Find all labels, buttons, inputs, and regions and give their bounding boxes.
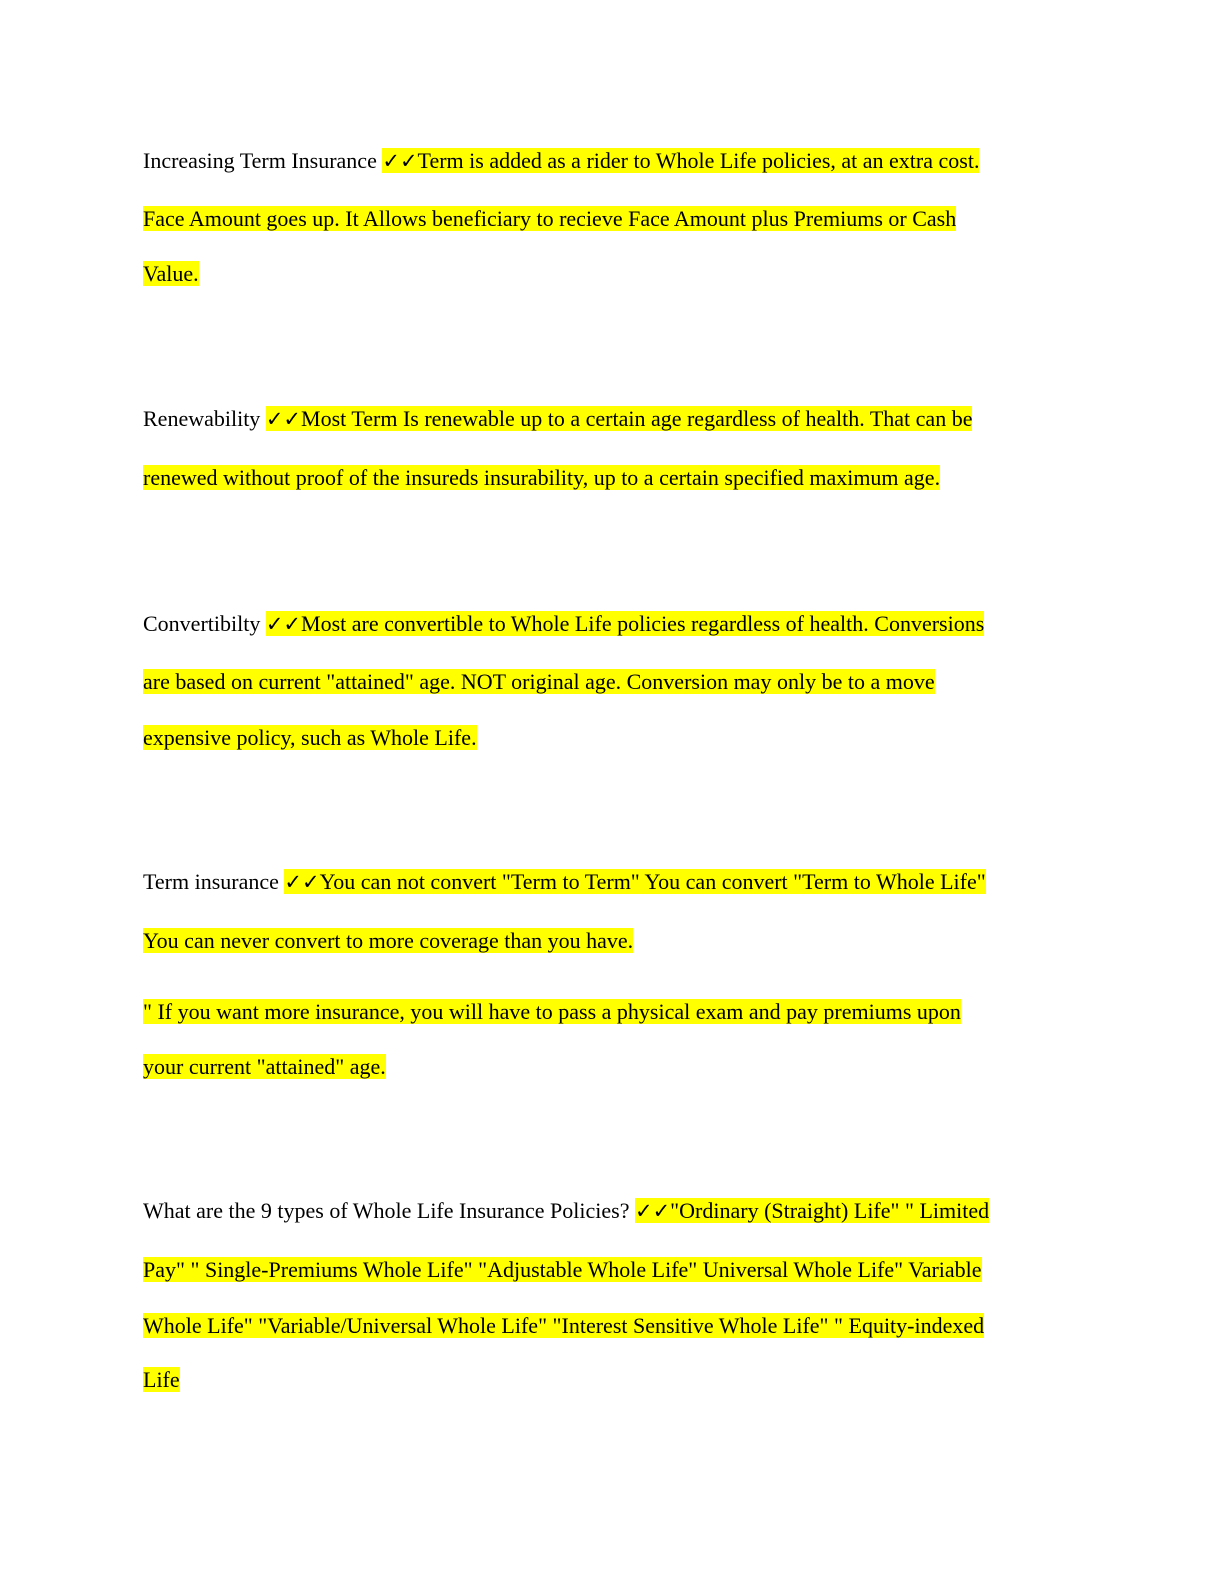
entry-term: Increasing Term Insurance — [143, 148, 383, 173]
entry-5-line-3 — [143, 1311, 984, 1341]
double-check-icon: ✓✓ — [634, 1199, 671, 1223]
entry-1-line-3 — [143, 259, 199, 289]
entry-definition: Value. — [143, 261, 199, 286]
entry-term: What are the 9 types of Whole Life Insurance Policies? — [143, 1198, 635, 1223]
entry-2-line-2 — [143, 463, 940, 493]
entry-definition: Most Term Is renewable up to a certain age regardless of health. That can be — [301, 406, 973, 431]
entry-3-line-1 — [143, 609, 984, 639]
entry-definition: Pay" " Single-Premiums Whole Life" "Adjustable Whole Life" Universal Whole Life" Variable — [143, 1257, 982, 1282]
entry-definition: expensive policy, such as Whole Life. — [143, 725, 477, 750]
entry-4-line-2 — [143, 926, 633, 956]
entry-definition: Term is added as a rider to Whole Life policies, at an extra cost. — [417, 148, 980, 173]
entry-definition: You can not convert "Term to Term" You can convert "Term to Whole Life" — [319, 869, 986, 894]
double-check-icon: ✓✓ — [265, 407, 302, 431]
entry-definition: Whole Life" "Variable/Universal Whole Life" "Interest Sensitive Whole Life" " Equity-indexed — [143, 1313, 985, 1338]
double-check-icon: ✓✓ — [265, 612, 302, 636]
entry-definition: are based on current "attained" age. NOT original age. Conversion may only be to a move — [143, 669, 935, 694]
double-check-icon: ✓✓ — [382, 149, 418, 173]
entry-1-line-2 — [143, 204, 956, 234]
entry-2-line-1 — [143, 404, 972, 434]
entry-definition: Face Amount goes up. It Allows beneficiary to recieve Face Amount plus Premiums or Cash — [143, 206, 957, 231]
entry-term: Convertibilty — [143, 611, 266, 636]
entry-definition: "Ordinary (Straight) Life" " Limited — [670, 1198, 990, 1223]
entry-4-line-4 — [143, 1052, 386, 1082]
entry-definition: " If you want more insurance, you will have to pass a physical exam and pay premiums upon — [143, 999, 961, 1024]
entry-term: Term insurance — [143, 869, 285, 894]
entry-4-line-3 — [143, 997, 961, 1027]
entry-definition: Most are convertible to Whole Life policies regardless of health. Conversions — [301, 611, 985, 636]
entry-3-line-3 — [143, 723, 477, 753]
entry-5-line-1 — [143, 1196, 989, 1226]
entry-definition: renewed without proof of the insureds insurability, up to a certain specified maximum age. — [143, 465, 941, 490]
entry-definition: You can never convert to more coverage than you have. — [143, 928, 634, 953]
entry-5-line-4 — [143, 1365, 180, 1395]
entry-5-line-2 — [143, 1255, 982, 1285]
double-check-icon: ✓✓ — [284, 870, 320, 894]
entry-3-line-2 — [143, 667, 935, 697]
entry-definition: your current "attained" age. — [143, 1054, 386, 1079]
entry-4-line-1 — [143, 867, 986, 897]
entry-definition: Life — [143, 1367, 180, 1392]
entry-term: Renewability — [143, 406, 266, 431]
entry-1-line-1 — [143, 146, 979, 176]
